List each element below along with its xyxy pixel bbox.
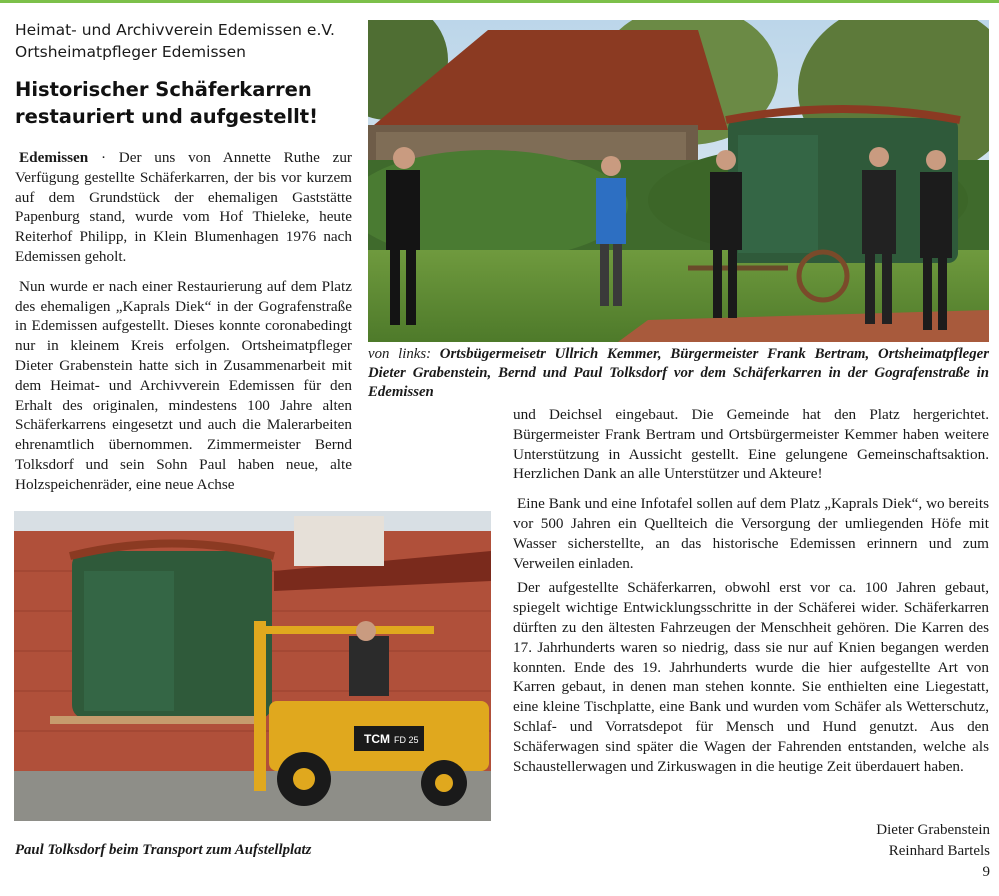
group-photo-image: [368, 20, 989, 342]
forklift-brand: TCM: [364, 732, 390, 746]
org-subtitle: Ortsheimatpfleger Edemissen: [15, 43, 246, 61]
org-name: Heimat- und Archivverein Edemissen e.V.: [15, 21, 335, 39]
caption-names: Ortsbügermeisetr Ullrich Kemmer, Bürgermeister Frank Bertram, Ortsheimatpfleger Dieter Grabenstein, Bernd und Paul Tolksdorf vor dem Schäferkarren in der Gografenstraße in Edemissen: [368, 346, 989, 400]
article-column-right: [513, 405, 989, 776]
caption-lead: von links:: [368, 346, 432, 362]
author-1: Dieter Grabenstein: [876, 822, 990, 838]
page-number: 9: [982, 864, 990, 880]
paragraph-1: [15, 148, 352, 267]
dateline: Edemissen: [19, 149, 89, 166]
author-2: Reinhard Bartels: [888, 843, 990, 859]
group-photo: [368, 20, 989, 342]
paragraph-1-text: · Der uns von Annette Ruthe zur Verfügung gestellte Schäferkarren, der bis vor kurzem auf dem Grundstück der ehemaligen Gaststätte Papenburg stand, wurde vom Hof Thieleke, heute Reiterhof Philipp, in Klein Blumenhagen 1976 nach Edemissen geholt.: [15, 149, 352, 265]
paragraph-2a: Nun wurde er nach einer Restaurierung auf dem Platz des ehemaligen „Kaprals Diek“ in der Gografenstraße in Edemissen aufgestellt. Dieses konnte coronabedingt nur in kleinem Kreis erfolgen. Ortsheimatpfleger Dieter Grabenstein hatte sich in Zusammenarbeit mit dem Heimat- und Archivverein Edemissen für den Erhalt des originalen, mindestens 100 Jahre alten Schäferkarrens eingesetzt und auch die Malerarbeiten ehrenamtlich übernommen. Zimmermeister Bernd Tolksdorf und sein Sohn Paul haben neue, alte Holzspeichenräder, eine neue Achse: [15, 277, 352, 493]
group-photo-caption: [368, 345, 989, 402]
forklift-photo-image: [14, 511, 491, 821]
paragraph-2b: und Deichsel eingebaut. Die Gemeinde hat den Platz hergerichtet. Bürgermeister Frank Bertram und Ortsbürgermeister Kemmer haben weitere Unterstützung in Aussicht gestellt. Eine gelungene Gemeinschaftsaktion. Herzlichen Dank an alle Unterstützer und Akteure!: [513, 406, 989, 483]
forklift-model: FD 25: [394, 735, 419, 745]
article-headline: [15, 76, 365, 130]
article-column-left: [15, 148, 352, 495]
organization-header: [15, 19, 335, 63]
top-rule: [0, 0, 999, 3]
headline-line-2: restauriert und aufgestellt!: [15, 105, 319, 128]
forklift-photo: [14, 511, 491, 821]
forklift-photo-caption: Paul Tolksdorf beim Transport zum Aufstellplatz: [15, 842, 312, 858]
paragraph-3: Eine Bank und eine Infotafel sollen auf dem Platz „Kaprals Diek“, wo bereits vor 500 Jahren ein Quellteich die Versorgung der umliegenden Höfe mit Wasser sicherstellte, an das historische Edemissen erinnern und zum Verweilen einladen.: [513, 495, 989, 572]
headline-line-1: Historischer Schäferkarren: [15, 78, 312, 101]
signature: [876, 820, 990, 862]
paragraph-4: Der aufgestellte Schäferkarren, obwohl erst vor ca. 100 Jahren gebaut, spiegelt wichtige Entwicklungsschritte in der Schäferei wider. Schäferkarren dürften zu den ältesten Fahrzeugen der Menschheit gehören. Die Karren des 17. Jahrhunderts waren so niedrig, dass sie nur auf Knien begangen werden konnten. Ende des 19. Jahrhunderts wurde die hier aufgestellte Art von Karren gebaut, in denen man stehen konnte. Sie enthielten eine Liegestatt, eine kleine Tischplatte, eine Bank und wurden vom Schäfer als Wetterschutz, Schlaf- und Vorratsdepot für Mensch und Hund genutzt. Aus den Schäferwagen sind später die Wagen der Fahrenden entstanden, welche als Schaustellerwagen und Zirkuswagen in die heutige Zeit überdauert haben.: [513, 579, 989, 775]
